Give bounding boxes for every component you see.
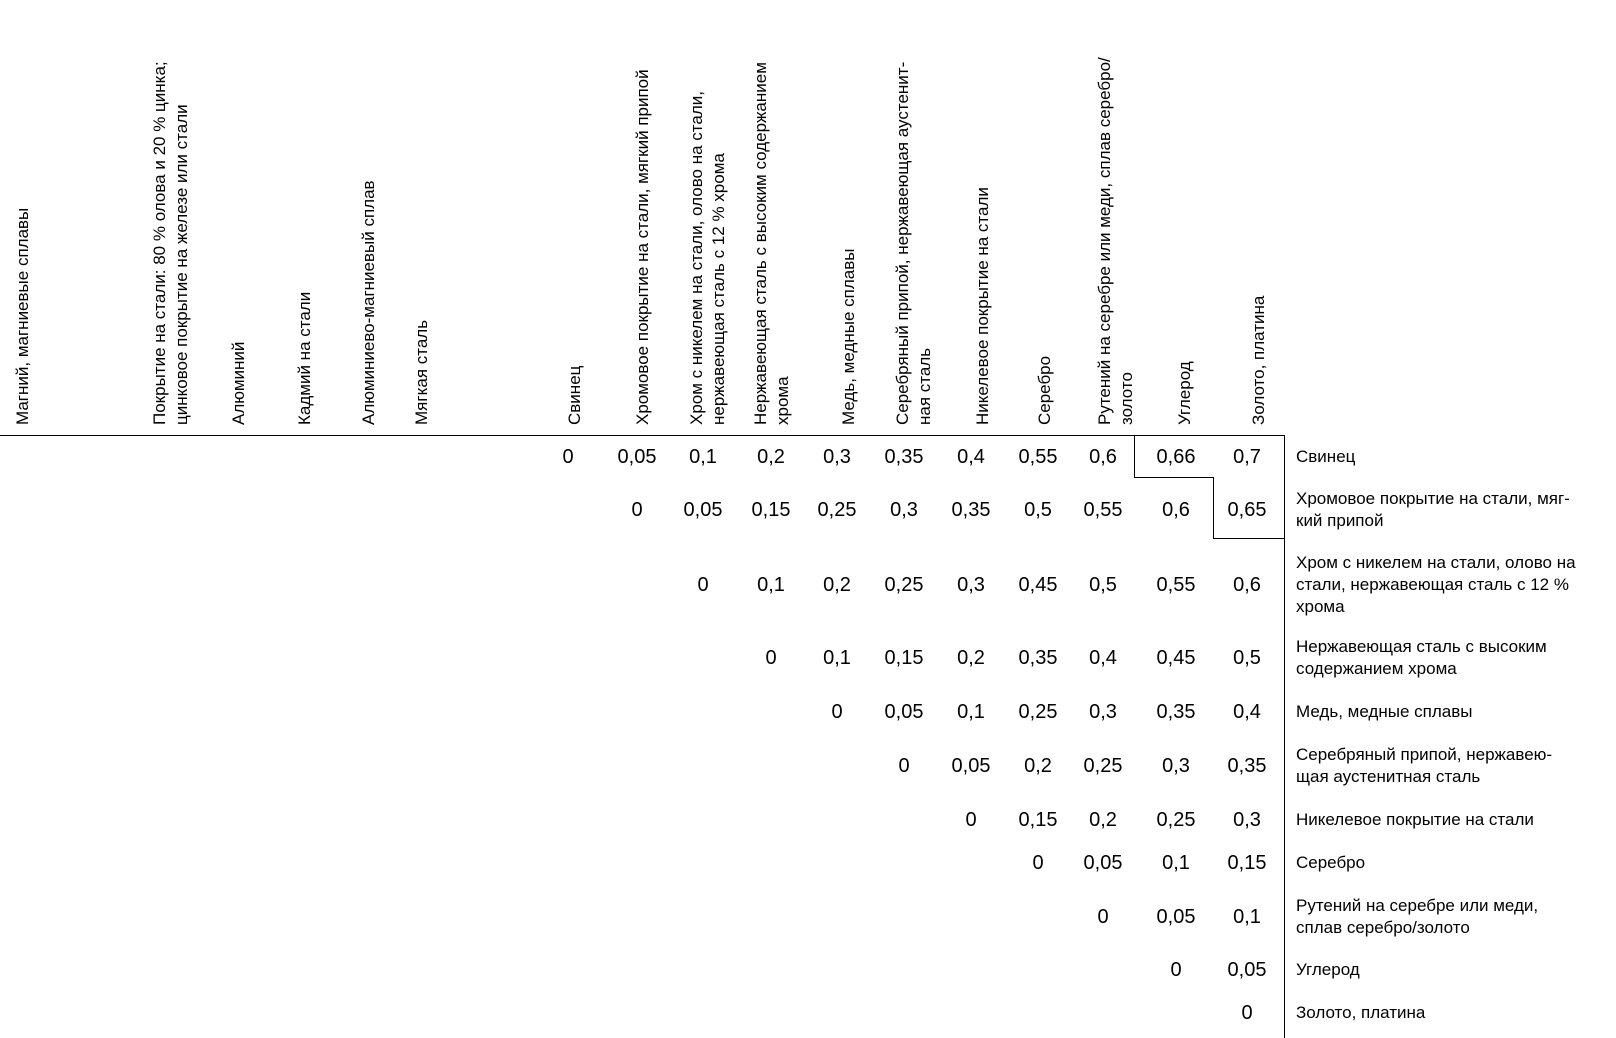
table-cell: 0 bbox=[562, 446, 574, 468]
column-header: Хромовое покрытие на стали, мягкий припой bbox=[633, 69, 652, 425]
table-cell: 0 bbox=[831, 701, 843, 723]
table-cell: 0,05 bbox=[951, 755, 991, 777]
table-cell: 0,2 bbox=[1024, 755, 1052, 777]
header-rule bbox=[0, 435, 1284, 436]
table-cell: 0,6 bbox=[1162, 499, 1190, 521]
table-cell: 0 bbox=[1170, 959, 1182, 981]
column-header: Хром с никелем на стали, олово на стали, нержавеющая сталь с 12 % хрома bbox=[687, 91, 728, 425]
column-header: Нержавеющая сталь с высоким содержанием хрома bbox=[751, 62, 792, 425]
table-cell: 0,4 bbox=[957, 446, 985, 468]
column-header: Магний, магниевые сплавы bbox=[13, 207, 32, 425]
table-cell: 0 bbox=[631, 499, 643, 521]
table-cell: 0,05 bbox=[1227, 959, 1267, 981]
table-cell: 0,2 bbox=[1089, 809, 1117, 831]
row-label: Золото, платина bbox=[1296, 1003, 1426, 1022]
step-line bbox=[1134, 477, 1214, 478]
row-label: Рутений на серебре или меди, сплав серебро/золото bbox=[1296, 896, 1539, 937]
table-cell: 0,5 bbox=[1089, 574, 1117, 596]
table-cell: 0 bbox=[1032, 852, 1044, 874]
table-cell: 0,3 bbox=[1089, 701, 1117, 723]
table-cell: 0,25 bbox=[817, 499, 857, 521]
table-cell: 0,25 bbox=[884, 574, 924, 596]
table-cell: 0,1 bbox=[1233, 906, 1261, 928]
table-cell: 0,35 bbox=[884, 446, 924, 468]
table-cell: 0,45 bbox=[1018, 574, 1058, 596]
step-line bbox=[1213, 538, 1284, 539]
table-cell: 0,25 bbox=[1083, 755, 1123, 777]
table-cell: 0,6 bbox=[1089, 446, 1117, 468]
table-cell: 0,3 bbox=[890, 499, 918, 521]
column-header: Алюминиево-магниевый сплав bbox=[359, 180, 378, 425]
table-cell: 0,4 bbox=[1089, 647, 1117, 669]
table-cell: 0,05 bbox=[1156, 906, 1196, 928]
table-cell: 0,35 bbox=[1227, 755, 1267, 777]
table-cell: 0,15 bbox=[1018, 809, 1058, 831]
column-header: Кадмий на стали bbox=[295, 291, 314, 425]
row-label: Хромовое покрытие на стали, мяг- кий припой bbox=[1296, 489, 1570, 530]
table-cell: 0,1 bbox=[757, 574, 785, 596]
table-cell: 0,6 bbox=[1233, 574, 1261, 596]
column-header: Медь, медные сплавы bbox=[839, 248, 858, 425]
row-label: Медь, медные сплавы bbox=[1296, 702, 1473, 721]
table-cell: 0,05 bbox=[617, 446, 657, 468]
table-cell: 0,25 bbox=[1156, 809, 1196, 831]
table-cell: 0,2 bbox=[823, 574, 851, 596]
column-header: Серебро bbox=[1035, 355, 1054, 425]
row-label: Углерод bbox=[1296, 960, 1360, 979]
table-cell: 0,4 bbox=[1233, 701, 1261, 723]
table-cell: 0,05 bbox=[884, 701, 924, 723]
table-cell: 0,55 bbox=[1018, 446, 1058, 468]
table-cell: 0,1 bbox=[823, 647, 851, 669]
table-cell: 0,45 bbox=[1156, 647, 1196, 669]
table-cell: 0,3 bbox=[1233, 809, 1261, 831]
table-cell: 0,05 bbox=[1083, 852, 1123, 874]
table-cell: 0,15 bbox=[751, 499, 791, 521]
table-cell: 0,5 bbox=[1024, 499, 1052, 521]
table-cell: 0 bbox=[697, 574, 709, 596]
table-cell: 0,35 bbox=[951, 499, 991, 521]
table-cell: 0,66 bbox=[1156, 446, 1196, 468]
column-header: Мягкая сталь bbox=[412, 319, 431, 425]
table-cell: 0,55 bbox=[1083, 499, 1123, 521]
table-cell: 0 bbox=[765, 647, 777, 669]
row-label: Нержавеющая сталь с высоким содержанием хрома bbox=[1296, 637, 1547, 678]
column-header: Золото, платина bbox=[1249, 295, 1268, 425]
table-cell: 0,3 bbox=[957, 574, 985, 596]
table-cell: 0,55 bbox=[1156, 574, 1196, 596]
row-label: Хром с никелем на стали, олово на стали, нержавеющая сталь с 12 % хрома bbox=[1296, 553, 1576, 616]
table-cell: 0,05 bbox=[683, 499, 723, 521]
column-header: Покрытие на стали: 80 % олова и 20 % цинка; цинковое покрытие на железе или стали bbox=[150, 61, 191, 425]
label-divider bbox=[1284, 435, 1285, 1038]
table-cell: 0,1 bbox=[957, 701, 985, 723]
column-header: Углерод bbox=[1175, 361, 1194, 425]
table-cell: 0,2 bbox=[957, 647, 985, 669]
column-header: Алюминий bbox=[229, 341, 248, 425]
table-cell: 0,65 bbox=[1227, 499, 1267, 521]
table-cell: 0,15 bbox=[884, 647, 924, 669]
table-cell: 0 bbox=[1097, 906, 1109, 928]
row-label: Серебряный припой, нержавею- щая аустенитная сталь bbox=[1296, 745, 1553, 786]
table-cell: 0,35 bbox=[1018, 647, 1058, 669]
table-cell: 0,3 bbox=[823, 446, 851, 468]
table-cell: 0,25 bbox=[1018, 701, 1058, 723]
column-header: Рутений на серебре или меди, сплав серебро/ золото bbox=[1095, 57, 1136, 425]
table-cell: 0,1 bbox=[1162, 852, 1190, 874]
table-cell: 0,1 bbox=[689, 446, 717, 468]
table-cell: 0 bbox=[965, 809, 977, 831]
column-header: Серебряный припой, нержавеющая аустенит- ная сталь bbox=[893, 61, 934, 425]
table-cell: 0,35 bbox=[1156, 701, 1196, 723]
step-line bbox=[1134, 435, 1135, 477]
table-cell: 0,3 bbox=[1162, 755, 1190, 777]
step-line bbox=[1213, 477, 1214, 538]
table-cell: 0 bbox=[1241, 1002, 1253, 1024]
row-label: Серебро bbox=[1296, 853, 1366, 872]
row-label: Свинец bbox=[1296, 447, 1356, 466]
row-label: Никелевое покрытие на стали bbox=[1296, 810, 1534, 829]
column-header: Никелевое покрытие на стали bbox=[973, 187, 992, 425]
table-cell: 0,2 bbox=[757, 446, 785, 468]
table-cell: 0,15 bbox=[1227, 852, 1267, 874]
table-cell: 0 bbox=[898, 755, 910, 777]
table-cell: 0,7 bbox=[1233, 446, 1261, 468]
table-cell: 0,5 bbox=[1233, 647, 1261, 669]
column-header: Свинец bbox=[565, 365, 584, 425]
